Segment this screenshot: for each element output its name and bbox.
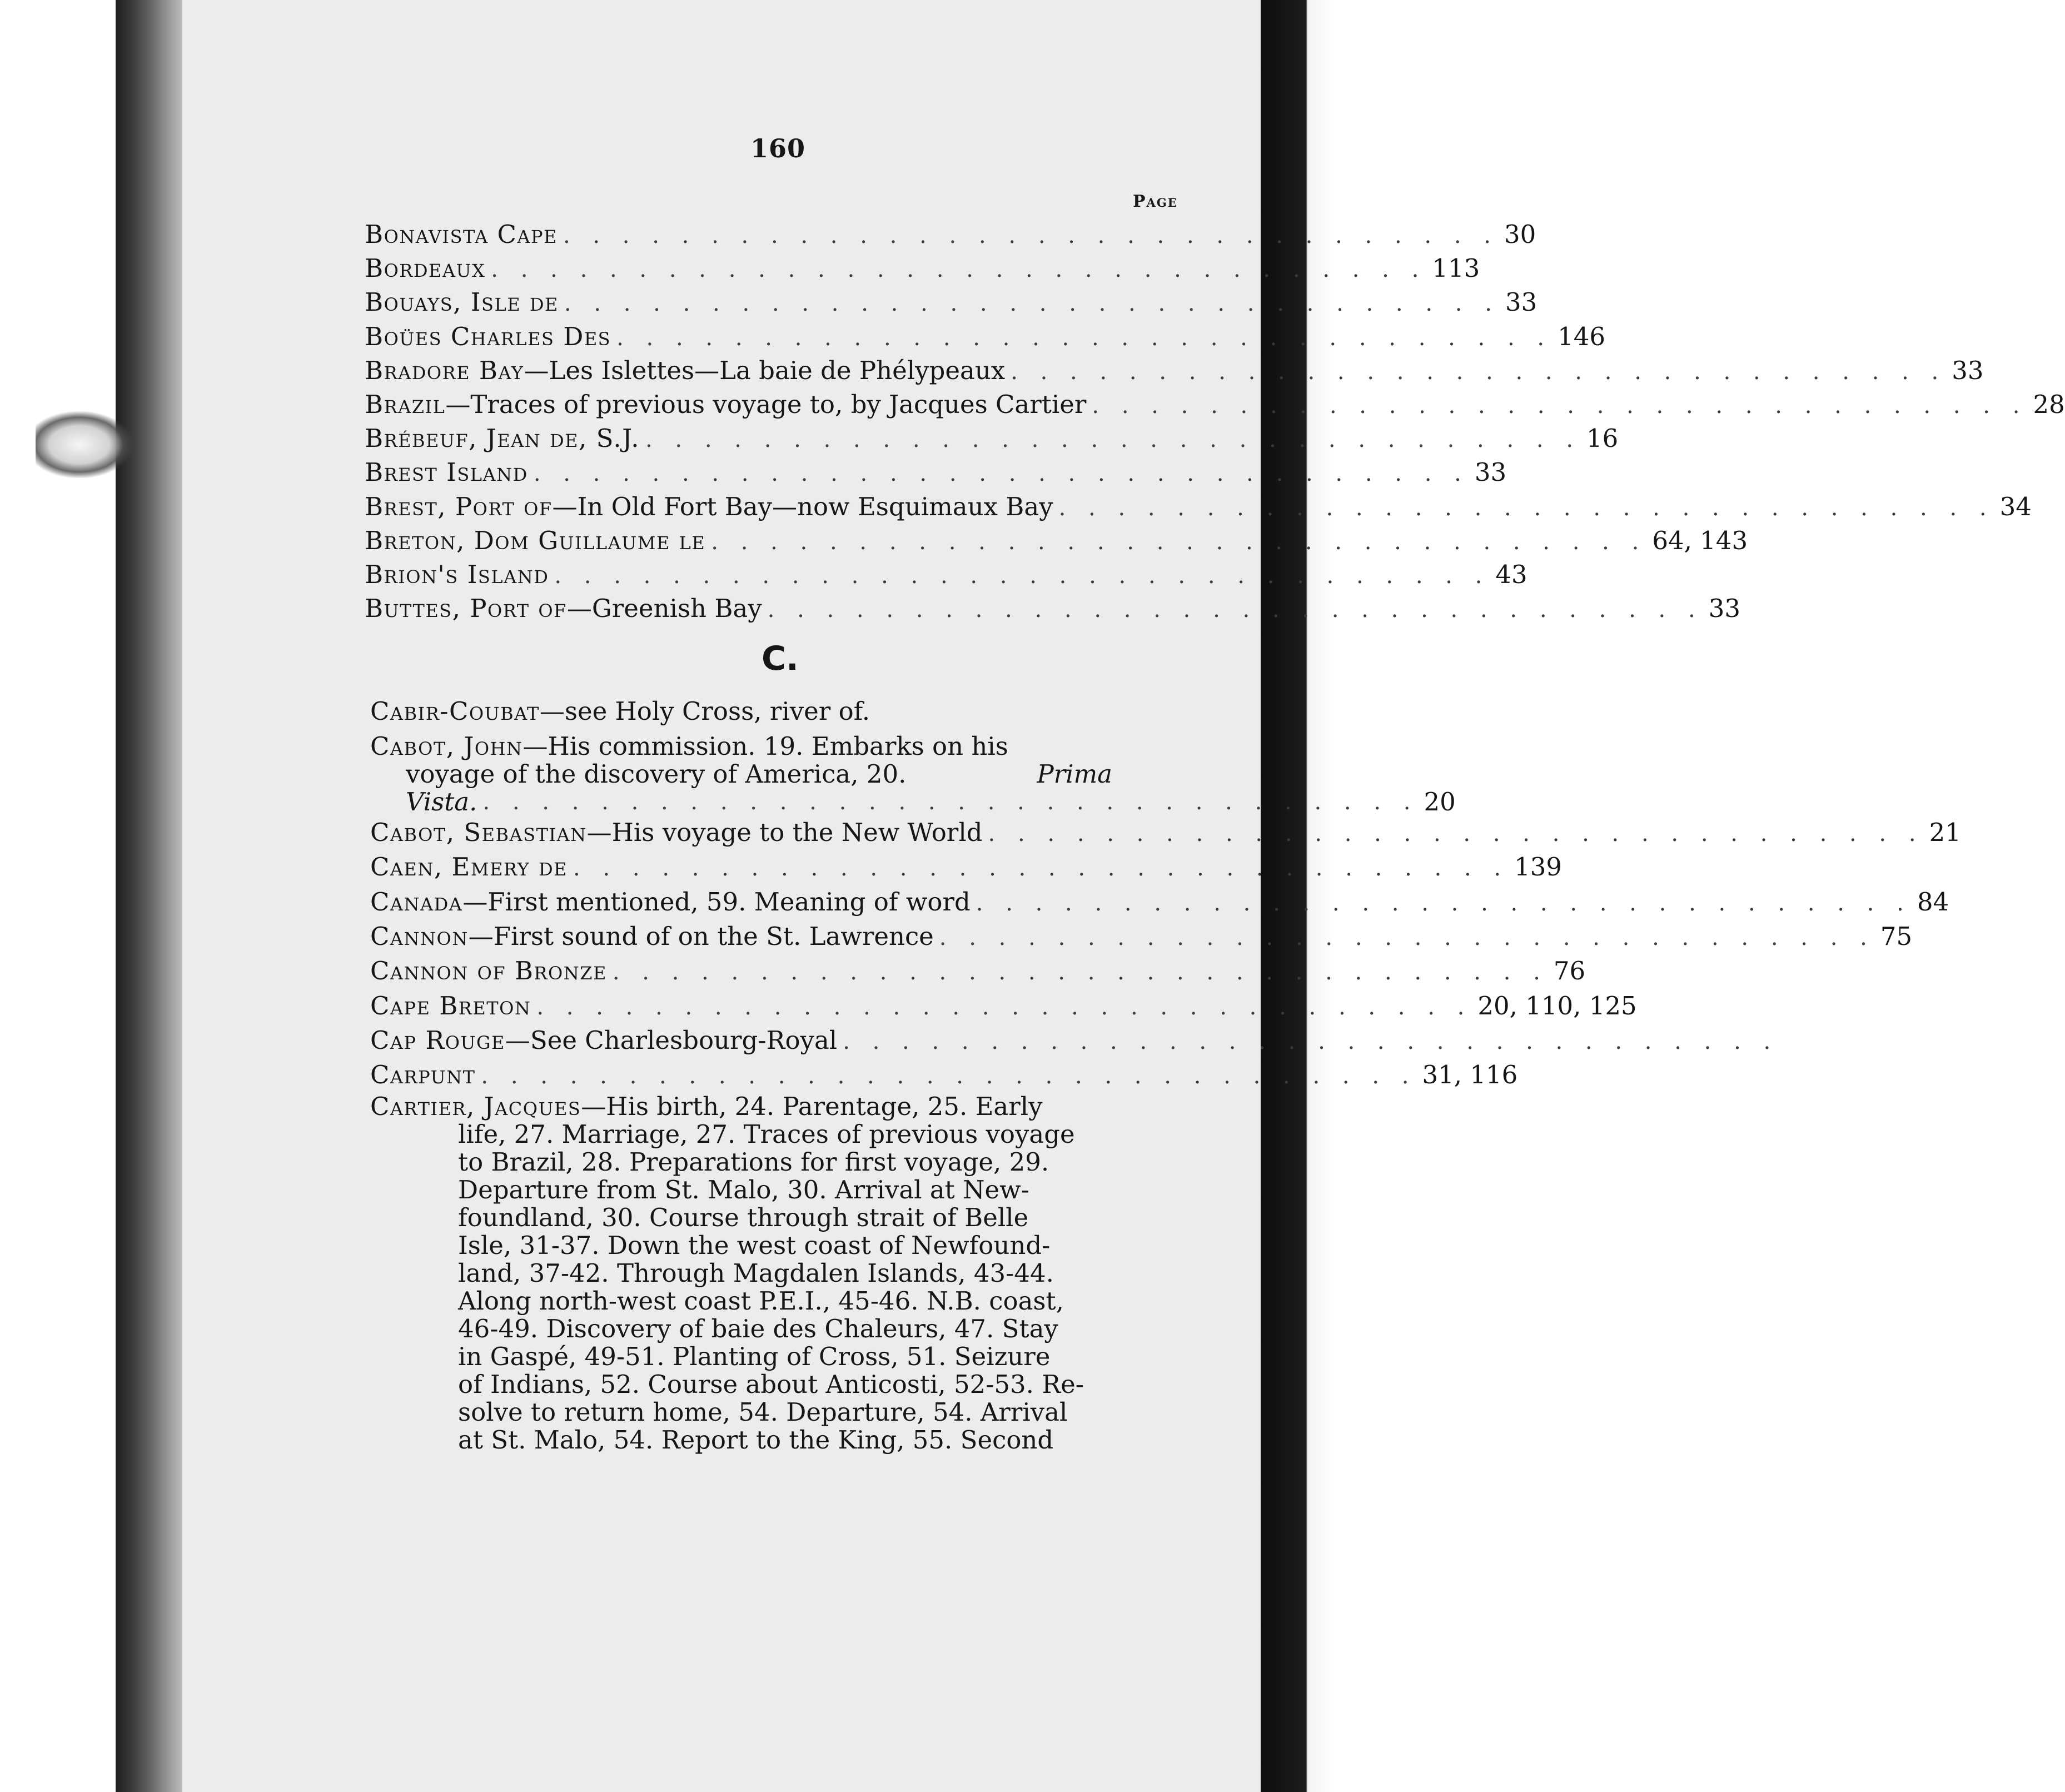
- dot-leader: . . . . . . . . . . . . . . . . . . . . . . . . . . . . . . . .: [564, 291, 1500, 317]
- entry-continuation-line: foundland, 30. Course through strait of Belle: [458, 1203, 1029, 1232]
- index-entry: [365, 320, 1606, 354]
- entry-head: Buttes, Port of: [365, 594, 567, 624]
- entry-page-ref: 20: [1424, 787, 1456, 817]
- book-binding-edge: [116, 0, 182, 1792]
- index-entry: [370, 989, 1637, 1023]
- page-number: 160: [750, 133, 806, 163]
- index-entry: [365, 354, 1984, 387]
- entry-description: —His voyage to the New World: [586, 818, 983, 847]
- dot-leader: . . . . . . . . . . . . . . . . . . . . . . . . . . . . . . . .: [711, 529, 1647, 555]
- index-entry: [370, 1024, 1779, 1057]
- index-entry: [370, 816, 1961, 849]
- entry-head: Cabir-Coubat: [370, 696, 540, 726]
- entry-continuation-line: Along north-west coast P.E.I., 45-46. N.B. coast,: [458, 1286, 1064, 1316]
- entry-head: Carpunt: [370, 1060, 476, 1090]
- entry-page-ref: 21: [1929, 818, 1961, 847]
- index-entry: [365, 252, 1480, 285]
- dot-leader: . . . . . . . . . . . . . . . . . . . . . . . . . . . . . . . .: [988, 821, 1924, 847]
- index-entry: [365, 388, 2065, 421]
- entry-continuation-line: of Indians, 52. Course about Anticosti, 52-53. Re-: [458, 1370, 1084, 1399]
- entry-head: Brest Island: [365, 457, 528, 487]
- index-entry: [365, 218, 1536, 251]
- entry-head: Cannon: [370, 921, 469, 951]
- entry-continuation-line: at St. Malo, 54. Report to the King, 55. Second: [458, 1425, 1054, 1455]
- dot-leader: . . . . . . . . . . . . . . . . . . . . . . . . . . . . . . . .: [1092, 393, 2028, 419]
- entry-page-ref: 20, 110, 125: [1477, 990, 1637, 1021]
- entry-head: Cabot, John: [370, 731, 523, 761]
- entry-head: Brest, Port of: [365, 491, 553, 521]
- dot-leader: . . . . . . . . . . . . . . . . . . . . . . . . . . . . . . . .: [612, 959, 1548, 985]
- entry-page-ref: 16: [1586, 424, 1619, 454]
- entry-page-ref: 33: [1474, 457, 1507, 487]
- index-entry: [370, 920, 1913, 953]
- entry-description: —Greenish Bay: [566, 594, 762, 624]
- entry-page-ref: 33: [1952, 355, 1984, 385]
- entry-continuation-line: 46-49. Discovery of baie des Chaleurs, 47. Stay: [458, 1314, 1058, 1343]
- index-entry-cabot-john: [370, 731, 1456, 817]
- entry-head: Canada: [370, 887, 463, 917]
- entry-page-ref: 34: [1999, 491, 2032, 521]
- dot-leader: . . . . . . . . . . . . . . . . . . . . . . . . . . . . . . . .: [843, 1028, 1779, 1054]
- dot-leader: . . . . . . . . . . . . . . . . . . . . . . . . . . . . . . . .: [536, 994, 1472, 1020]
- entry-description-line: voyage of the discovery of America, 20.: [406, 759, 907, 789]
- entry-description-line: —His commission. 19. Embarks on his: [523, 731, 1008, 761]
- entry-description-line: —His birth, 24. Parentage, 25. Early: [581, 1092, 1043, 1121]
- entry-continuation-line: in Gaspé, 49-51. Planting of Cross, 51. Seizure: [458, 1342, 1051, 1371]
- dot-leader: . . . . . . . . . . . . . . . . . . . . . . . . . . . . . . . .: [481, 1063, 1417, 1089]
- index-entry: [365, 592, 1740, 625]
- dot-leader: . . . . . . . . . . . . . . . . . . . . . . . . . . . . . . . .: [482, 789, 1419, 815]
- index-entry-cabir-coubat: [370, 698, 1121, 725]
- entry-head: Cabot, Sebastian: [370, 818, 587, 847]
- entry-head: Cape Breton: [370, 990, 531, 1021]
- index-entry: [365, 490, 2032, 524]
- index-entry: [370, 850, 1562, 884]
- entry-head: Brion's Island: [365, 560, 549, 589]
- entry-continuation-line: Departure from St. Malo, 30. Arrival at New-: [458, 1175, 1029, 1204]
- entry-head: Brazil: [365, 390, 446, 419]
- index-entry: [365, 286, 1537, 319]
- entry-description: —First sound of on the St. Lawrence: [468, 921, 934, 951]
- entry-page-ref: 33: [1505, 287, 1537, 317]
- entry-page-ref: 139: [1514, 852, 1562, 882]
- entry-description: —See Charlesbourg-Royal: [505, 1025, 838, 1055]
- entry-head: Bordeaux: [365, 253, 486, 283]
- index-entry: [365, 422, 1619, 455]
- dot-leader: . . . . . . . . . . . . . . . . . . . . . . . . . . . . . . . .: [554, 563, 1490, 589]
- entry-page-ref: 113: [1432, 253, 1480, 283]
- dot-leader: . . . . . . . . . . . . . . . . . . . . . . . . . . . . . . . .: [645, 427, 1581, 453]
- entry-continuation-line: to Brazil, 28. Preparations for first voyage, 29.: [458, 1147, 1049, 1177]
- index-entry: [370, 954, 1586, 988]
- entry-page-ref: 64, 143: [1652, 525, 1748, 555]
- index-entry: [365, 524, 1748, 557]
- entry-page-ref: 33: [1708, 594, 1740, 624]
- entry-head: Breton, Dom Guillaume le: [365, 525, 706, 555]
- paper-damage-mark: [36, 411, 133, 478]
- section-letter-heading: C.: [762, 639, 799, 678]
- entry-head: Bradore Bay: [365, 355, 524, 385]
- entry-continuation-line: solve to return home, 54. Departure, 54. Arrival: [458, 1397, 1068, 1427]
- entry-head: Brébeuf, Jean de, S.J.: [365, 424, 640, 454]
- entry-description: —Traces of previous voyage to, by Jacques Cartier: [445, 390, 1087, 419]
- entry-page-ref: 84: [1917, 887, 1949, 917]
- entry-continuation-line: land, 37-42. Through Magdalen Islands, 43-44.: [458, 1258, 1054, 1288]
- entry-description: —In Old Fort Bay—now Esquimaux Bay: [552, 491, 1053, 521]
- entry-head: Boües Charles Des: [365, 321, 611, 351]
- entry-head: Bonavista Cape: [365, 220, 558, 249]
- index-entry: [370, 885, 1949, 919]
- entry-page-ref: 146: [1558, 321, 1606, 351]
- entry-italic-title: Prima: [1037, 759, 1112, 789]
- dot-leader: . . . . . . . . . . . . . . . . . . . . . . . . . . . . . . . .: [767, 597, 1703, 623]
- entry-head: Bouays, Isle de: [365, 287, 559, 317]
- entry-head: Caen, Emery de: [370, 852, 568, 882]
- entry-continuation-lines: [370, 1121, 1121, 1454]
- entry-description: —see Holy Cross, river of.: [539, 696, 870, 726]
- entry-description: —First mentioned, 59. Meaning of word: [462, 887, 971, 917]
- page-column-header: Page: [1133, 192, 1178, 211]
- dot-leader: . . . . . . . . . . . . . . . . . . . . . . . . . . . . . . . .: [616, 325, 1553, 351]
- index-entry: [365, 558, 1527, 591]
- index-entry: [365, 456, 1507, 489]
- dot-leader: . . . . . . . . . . . . . . . . . . . . . . . . . . . . . . . .: [533, 461, 1469, 487]
- entry-italic-title: Vista.: [406, 787, 477, 817]
- entry-head: Cannon of Bronze: [370, 956, 607, 986]
- dot-leader: . . . . . . . . . . . . . . . . . . . . . . . . . . . . . . . .: [1058, 495, 1994, 521]
- entry-page-ref: 30: [1504, 220, 1536, 249]
- dot-leader: . . . . . . . . . . . . . . . . . . . . . . . . . . . . . . . .: [573, 855, 1509, 882]
- dot-leader: . . . . . . . . . . . . . . . . . . . . . . . . . . . . . . . .: [1011, 359, 1947, 385]
- entry-head: Cartier, Jacques: [370, 1092, 581, 1121]
- dot-leader: . . . . . . . . . . . . . . . . . . . . . . . . . . . . . . . .: [939, 924, 1875, 950]
- entry-continuation-line: life, 27. Marriage, 27. Traces of previous voyage: [458, 1119, 1075, 1149]
- entry-page-ref: 31, 116: [1422, 1060, 1518, 1090]
- index-entry: [370, 1058, 1518, 1092]
- entry-page-ref: 75: [1880, 921, 1913, 951]
- entry-continuation-line: Isle, 31-37. Down the west coast of Newfound-: [458, 1231, 1051, 1260]
- entry-head: Cap Rouge: [370, 1025, 505, 1055]
- entry-description: —Les Islettes—La baie de Phélypeaux: [524, 355, 1006, 385]
- dot-leader: . . . . . . . . . . . . . . . . . . . . . . . . . . . . . . . .: [563, 223, 1499, 248]
- dot-leader: . . . . . . . . . . . . . . . . . . . . . . . . . . . . . . . .: [976, 890, 1912, 916]
- entry-page-ref: 28: [2033, 390, 2065, 419]
- index-entry-cartier-jacques: [370, 1093, 1121, 1454]
- dot-leader: . . . . . . . . . . . . . . . . . . . . . . . . . . . . . . . .: [491, 257, 1427, 283]
- entry-page-ref: 43: [1495, 560, 1527, 589]
- entry-page-ref: 76: [1553, 956, 1586, 986]
